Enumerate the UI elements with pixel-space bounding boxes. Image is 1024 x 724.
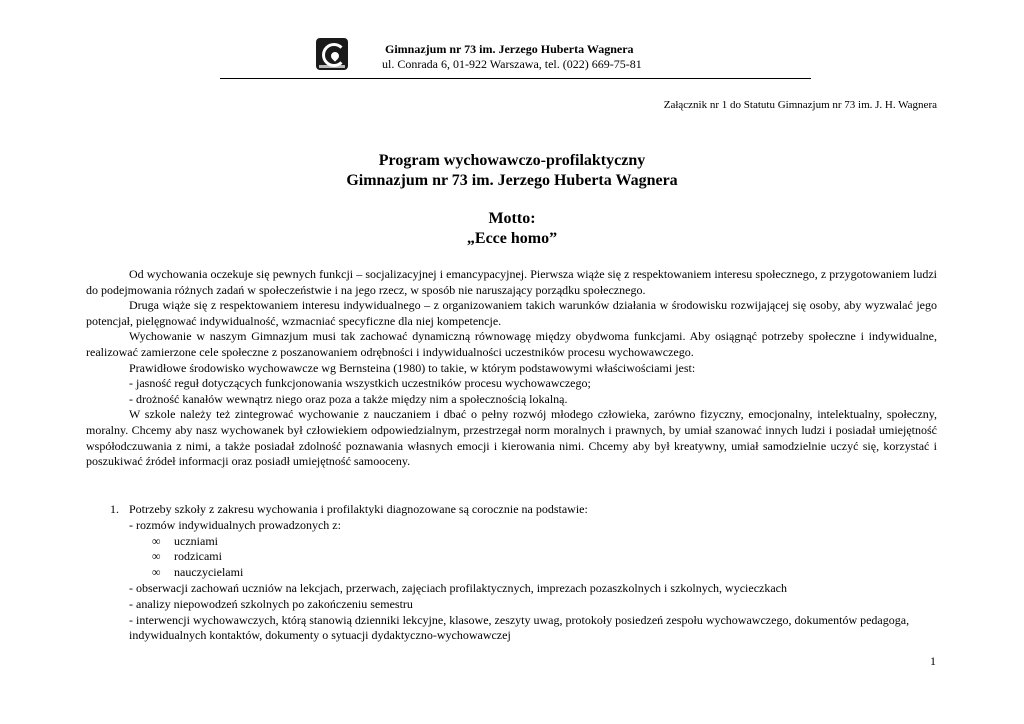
bullet-text: rodzicami [174,549,222,564]
list-number: 1. [110,502,119,516]
school-name: Gimnazjum nr 73 im. Jerzego Huberta Wagnera [385,42,634,56]
page-number: 1 [930,654,936,668]
dash-item-1: - jasność reguł dotyczących funkcjonowania wszystkich uczestników procesu wychowawczego; [129,376,591,391]
title-line-1: Program wychowawczo-profilaktyczny [378,152,646,169]
bullet-item [86,534,937,550]
list-heading: Potrzeby szkoły z zakresu wychowania i profilaktyki diagnozowane są corocznie na podstawie: [129,502,588,516]
paragraph-5: W szkole należy też zintegrować wychowanie z nauczaniem i dbać o pełny rozwój młodego człowieka, zarówno fizyczny, emocjonalny, intelektualny, społeczny, moralny. Chcemy aby nasz wychowanek był człowiekiem odpowiedzialnym, przestrzegał norm moralnych i prawnych, by umiał szanować innych ludzi i posiadał umiejętność współodczuwania z nimi, a także posiadał zdolność poznawania własnych emocji i kierowania nimi. Chcemy aby był kreatywny, umiał samodzielnie uczyć się, korzystać i poszukiwać źródeł informacji oraz posiadł umiejętność samooceny. [86,407,937,469]
annex-note: Załącznik nr 1 do Statutu Gimnazjum nr 73 im. J. H. Wagnera [663,99,937,111]
infinity-bullet-icon: ∞ [152,533,161,548]
paragraph-3: Wychowanie w naszym Gimnazjum musi tak zachować dynamiczną równowagę między obydwoma funkcjami. Aby osiągnąć potrzeby społeczne i indywidualne, realizować zamierzone cele społeczne z poszanowaniem odrębności i indywidualności uczestników procesu wychowawczego. [86,329,937,359]
numbered-list [86,502,937,644]
sub-item-4: - interwencji wychowawczych, którą stanowią dzienniki lekcyjne, klasowe, zeszyty uwag, protokoły posiedzeń zespołu wychowawczego, dokumentów pedagoga, indywidualnych kontaktów, dokumenty o sytuacji dydaktyczno-wychowawczej [129,612,910,643]
paragraph-1: Od wychowania oczekuje się pewnych funkcji – socjalizacyjnej i emancypacyjnej. Pierwsza wiąże się z respektowaniem interesu społecznego, z przygotowaniem ludzi do podejmowania różnych zadań w społeczeństwie i na jego rzecz, w sposób nie naruszający porządku społecznego. [86,267,937,297]
school-logo [316,38,348,70]
infinity-bullet-icon: ∞ [152,549,161,564]
motto-text: „Ecce homo” [466,230,558,247]
bullet-text: nauczycielami [174,565,244,580]
list-item-1 [86,502,937,518]
bullet-item [86,565,937,581]
header-divider [220,78,811,79]
body-text [86,267,937,470]
bullet-item [86,549,937,565]
title-line-2: Gimnazjum nr 73 im. Jerzego Huberta Wagnera [346,172,678,189]
sub-item-2: - obserwacji zachowań uczniów na lekcjach, przerwach, zajęciach profilaktycznych, imprezach pozaszkolnych i szkolnych, wycieczkach [129,580,788,595]
paragraph-4: Prawidłowe środowisko wychowawcze wg Bernsteina (1980) to takie, w którym podstawowymi właściwościami jest: [129,360,696,375]
sub-item-1: - rozmów indywidualnych prowadzonych z: [129,517,341,532]
motto-label: Motto: [488,210,536,227]
motto-block [0,209,1024,249]
infinity-bullet-icon: ∞ [152,565,161,580]
sub-item-3: - analizy niepowodzeń szkolnych po zakończeniu semestru [129,596,413,611]
document-title [0,151,1024,191]
logo-band [319,65,345,68]
school-address: ul. Conrada 6, 01-922 Warszawa, tel. (022) 669-75-81 [382,57,642,71]
bullet-text: uczniami [174,533,218,548]
dash-item-2: - drożność kanałów wewnątrz niego oraz poza a także między nim a społecznością lokalną. [129,391,568,406]
paragraph-2: Druga wiąże się z respektowaniem interesu indywidualnego – z organizowaniem takich warunków działania w środowisku rozwijającej się osoby, aby wyzwalać jego potencjał, pielęgnować indywidualność, wzmacniać specyficzne dla niej kompetencje. [86,298,937,328]
